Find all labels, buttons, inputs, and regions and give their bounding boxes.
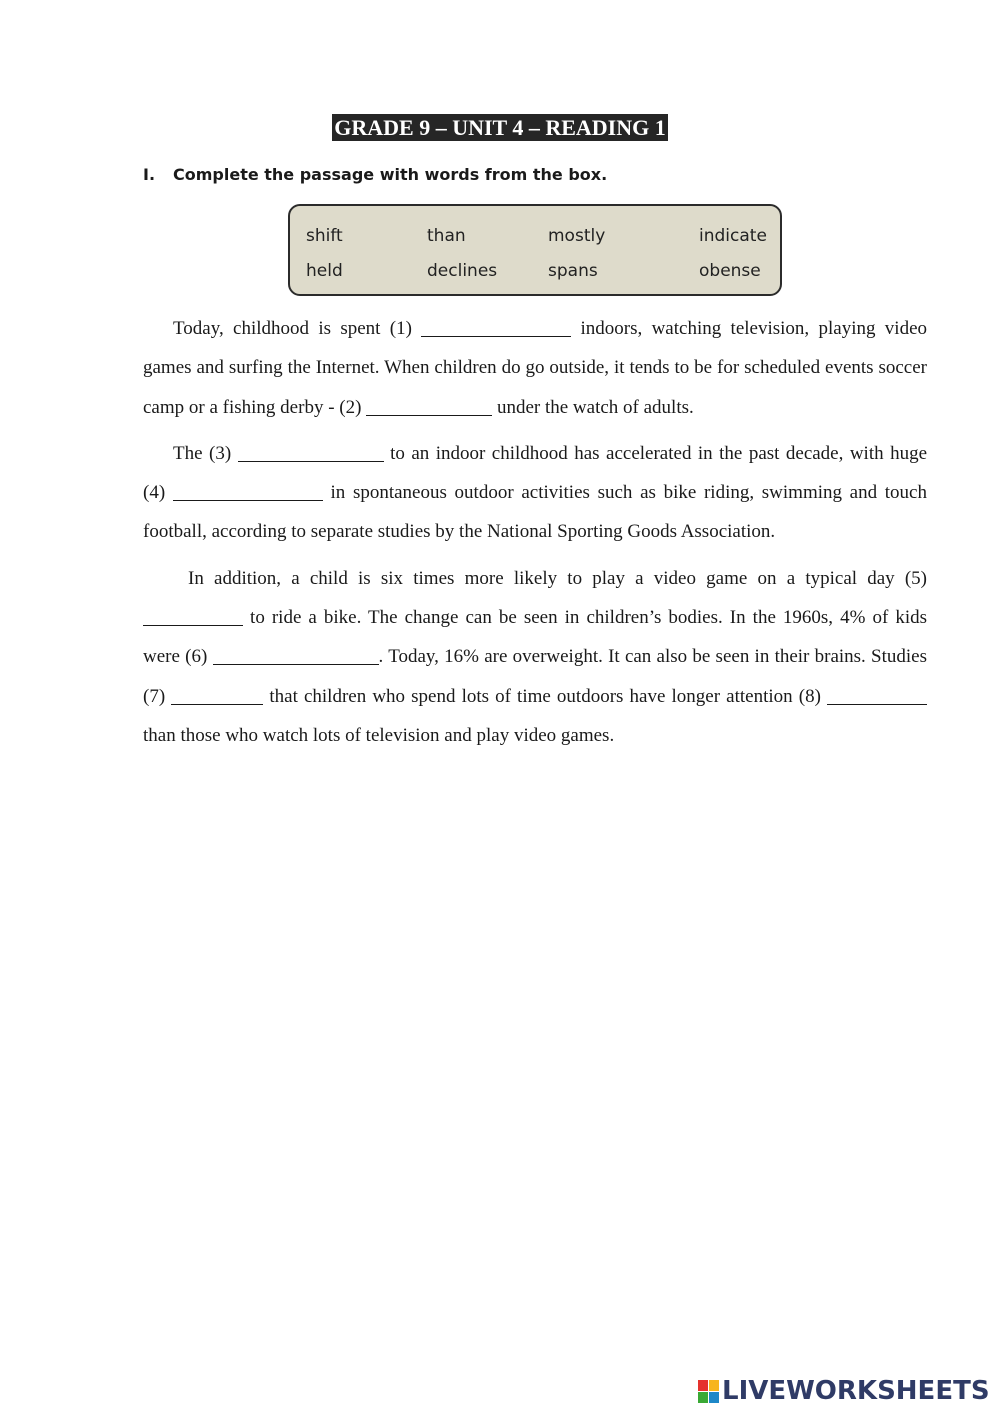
- word-obense: obense: [699, 261, 761, 281]
- blank-7[interactable]: [171, 682, 263, 705]
- p3-text-d: that children who spend lots of time outdoors have longer attention (8): [263, 685, 827, 707]
- p3-text-e: than those who watch lots of television and play video games.: [143, 724, 615, 746]
- blank-8[interactable]: [827, 682, 927, 705]
- blank-4[interactable]: [173, 478, 323, 501]
- blank-3[interactable]: [238, 439, 384, 462]
- p2-text-b: to an indoor childhood has accelerated in the past decade, with huge (4): [143, 442, 927, 504]
- word-shift: shift: [306, 226, 343, 246]
- liveworksheets-logo: [698, 1376, 990, 1406]
- word-spans: spans: [548, 261, 598, 281]
- blank-1[interactable]: [421, 314, 571, 337]
- paragraph-1: [143, 309, 927, 427]
- paragraph-2: [143, 434, 927, 552]
- word-box: [288, 204, 782, 296]
- p1-text-c: under the watch of adults.: [492, 396, 694, 418]
- word-held: held: [306, 261, 343, 281]
- p3-text-c: . Today, 16% are overweight. It can also be seen in their brains. Studies (7): [143, 646, 927, 707]
- word-than: than: [427, 226, 466, 246]
- worksheet-title: GRADE 9 – UNIT 4 – READING 1: [334, 115, 666, 140]
- p1-text-a: Today, childhood is spent (1): [173, 318, 422, 339]
- instruction: [143, 165, 607, 184]
- p1-text-b: indoors, watching television, playing video games and surfing the Internet. When children do go outside, it tends to be for scheduled events soccer camp or a fishing derby - (2): [143, 318, 927, 418]
- blank-5[interactable]: [143, 603, 243, 626]
- p3-text-a: In addition, a child is six times more likely to play a video game on a typical day (5): [188, 567, 927, 589]
- blank-2[interactable]: [366, 393, 492, 416]
- instruction-number: I.: [143, 165, 156, 184]
- reading-passage: [143, 309, 927, 762]
- p2-text-a: The (3): [173, 442, 238, 464]
- word-indicate: indicate: [699, 226, 767, 246]
- liveworksheets-logo-icon: [698, 1380, 719, 1403]
- liveworksheets-logo-text: LIVEWORKSHEETS: [722, 1376, 990, 1406]
- blank-6[interactable]: [213, 642, 379, 665]
- instruction-text: Complete the passage with words from the box.: [173, 165, 608, 184]
- worksheet-title-wrap: [0, 114, 1000, 141]
- p2-text-c: in spontaneous outdoor activities such as bike riding, swimming and touch football, according to separate studies by the National Sporting Goods Association.: [143, 482, 927, 543]
- paragraph-3: [143, 559, 927, 755]
- word-declines: declines: [427, 261, 498, 281]
- p3-text-b: to ride a bike. The change can be seen in children’s bodies. In the 1960s, 4% of kids were (6): [143, 607, 927, 668]
- word-mostly: mostly: [548, 226, 606, 246]
